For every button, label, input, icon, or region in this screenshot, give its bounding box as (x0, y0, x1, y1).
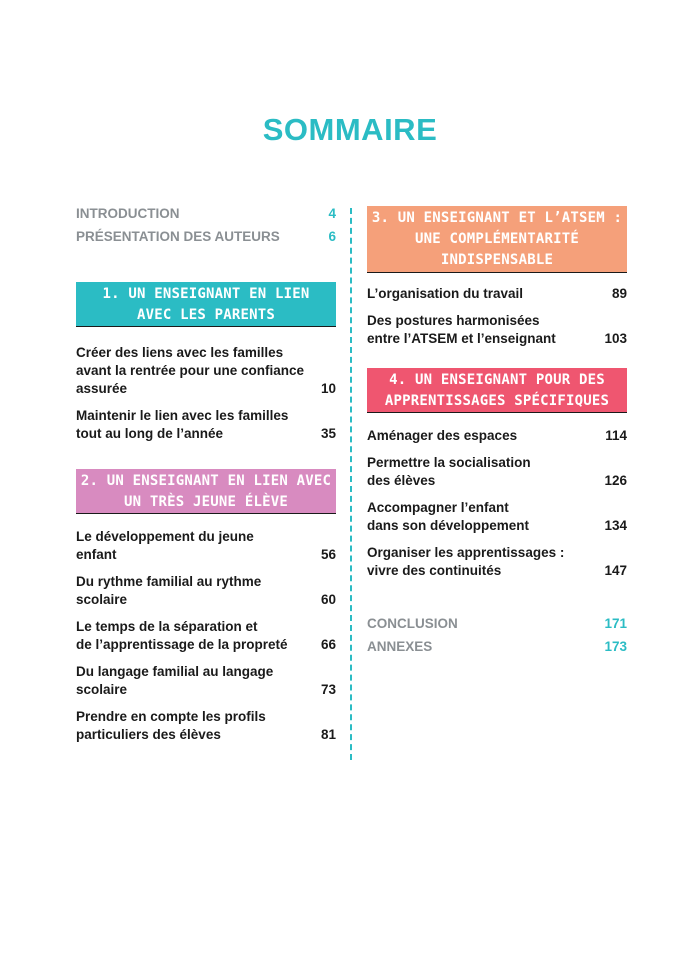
toc-entry[interactable] (367, 285, 627, 303)
toc-entry-page: 89 (611, 286, 627, 301)
section-4-banner: 4. UN ENSEIGNANT POUR DES APPRENTISSAGES SPÉCIFIQUES (367, 368, 627, 412)
toc-entry-page: 60 (320, 592, 336, 607)
toc-entry-page: 134 (604, 518, 627, 533)
toc-entry[interactable] (367, 312, 627, 348)
section-3-banner: 3. UN ENSEIGNANT ET L’ATSEM : UNE COMPLÉMENTARITÉ INDISPENSABLE (367, 206, 627, 272)
toc-entry-page: 73 (320, 682, 336, 697)
section-1-banner: 1. UN ENSEIGNANT EN LIEN AVEC LES PARENTS (76, 282, 336, 326)
toc-entry-page: 10 (320, 381, 336, 396)
toc-entry-label: CONCLUSION (367, 616, 458, 631)
page-title: SOMMAIRE (262, 112, 438, 147)
toc-entry[interactable] (76, 618, 336, 654)
toc-entry-page: 35 (320, 426, 336, 441)
toc-entry-page: 6 (328, 229, 336, 244)
toc-entry-page: 103 (604, 331, 627, 346)
toc-entry[interactable] (76, 573, 336, 609)
toc-entry-introduction[interactable] (76, 206, 336, 229)
toc-entry-page: 4 (328, 206, 336, 221)
section-3-rule (367, 272, 627, 273)
toc-entry-page: 81 (320, 727, 336, 742)
toc-entry-page: 114 (605, 428, 627, 443)
right-column (367, 206, 627, 662)
toc-entry[interactable] (76, 528, 336, 564)
toc-entry-conclusion[interactable] (367, 616, 627, 639)
toc-entry-text: Le développement du jeune enfant (76, 529, 254, 562)
toc-entry-page: 66 (320, 637, 336, 652)
toc-entry-page: 173 (604, 639, 627, 654)
toc-entry[interactable] (76, 407, 336, 443)
toc-entry-annexes[interactable] (367, 639, 627, 662)
toc-entry-text: Des postures harmonisées entre l’ATSEM et l’enseignant (367, 313, 556, 346)
toc-entry[interactable] (76, 344, 336, 398)
toc-entry-label: PRÉSENTATION DES AUTEURS (76, 229, 280, 244)
toc-entry-text: L’organisation du travail (367, 286, 524, 301)
toc-entry-text: Accompagner l’enfant dans son développement (367, 500, 530, 533)
toc-entry[interactable] (76, 663, 336, 699)
toc-entry-text: Organiser les apprentissages : vivre des continuités (367, 545, 565, 578)
toc-entry-text: Aménager des espaces (367, 428, 518, 443)
toc-entry-text: Permettre la socialisation des élèves (367, 455, 531, 488)
toc-entry-text: Maintenir le lien avec les familles tout au long de l’année (76, 408, 289, 441)
column-divider (350, 208, 352, 760)
toc-entry-label: INTRODUCTION (76, 206, 180, 221)
toc-entry[interactable] (367, 544, 627, 580)
toc-entry-text: Prendre en compte les profils particuliers des élèves (76, 709, 266, 742)
toc-entry-page: 171 (604, 616, 627, 631)
toc-entry-authors[interactable] (76, 229, 336, 252)
section-4-rule (367, 412, 627, 413)
toc-entry-text: Du rythme familial au rythme scolaire (76, 574, 262, 607)
toc-entry-text: Créer des liens avec les familles avant la rentrée pour une confiance assurée (76, 345, 305, 396)
section-2-rule (76, 513, 336, 514)
toc-entry[interactable] (367, 427, 627, 445)
toc-entry-page: 56 (320, 547, 336, 562)
toc-entry-label: ANNEXES (367, 639, 433, 654)
left-column (76, 206, 336, 753)
section-1-rule (76, 326, 336, 327)
section-2-banner: 2. UN ENSEIGNANT EN LIEN AVEC UN TRÈS JEUNE ÉLÈVE (76, 469, 336, 513)
toc-entry-text: Le temps de la séparation et de l’apprentissage de la propreté (76, 619, 288, 652)
toc-entry-page: 147 (604, 563, 627, 578)
toc-entry-page: 126 (604, 473, 627, 488)
toc-entry[interactable] (367, 499, 627, 535)
toc-entry-text: Du langage familial au langage scolaire (76, 664, 274, 697)
toc-entry[interactable] (76, 708, 336, 744)
toc-entry[interactable] (367, 454, 627, 490)
